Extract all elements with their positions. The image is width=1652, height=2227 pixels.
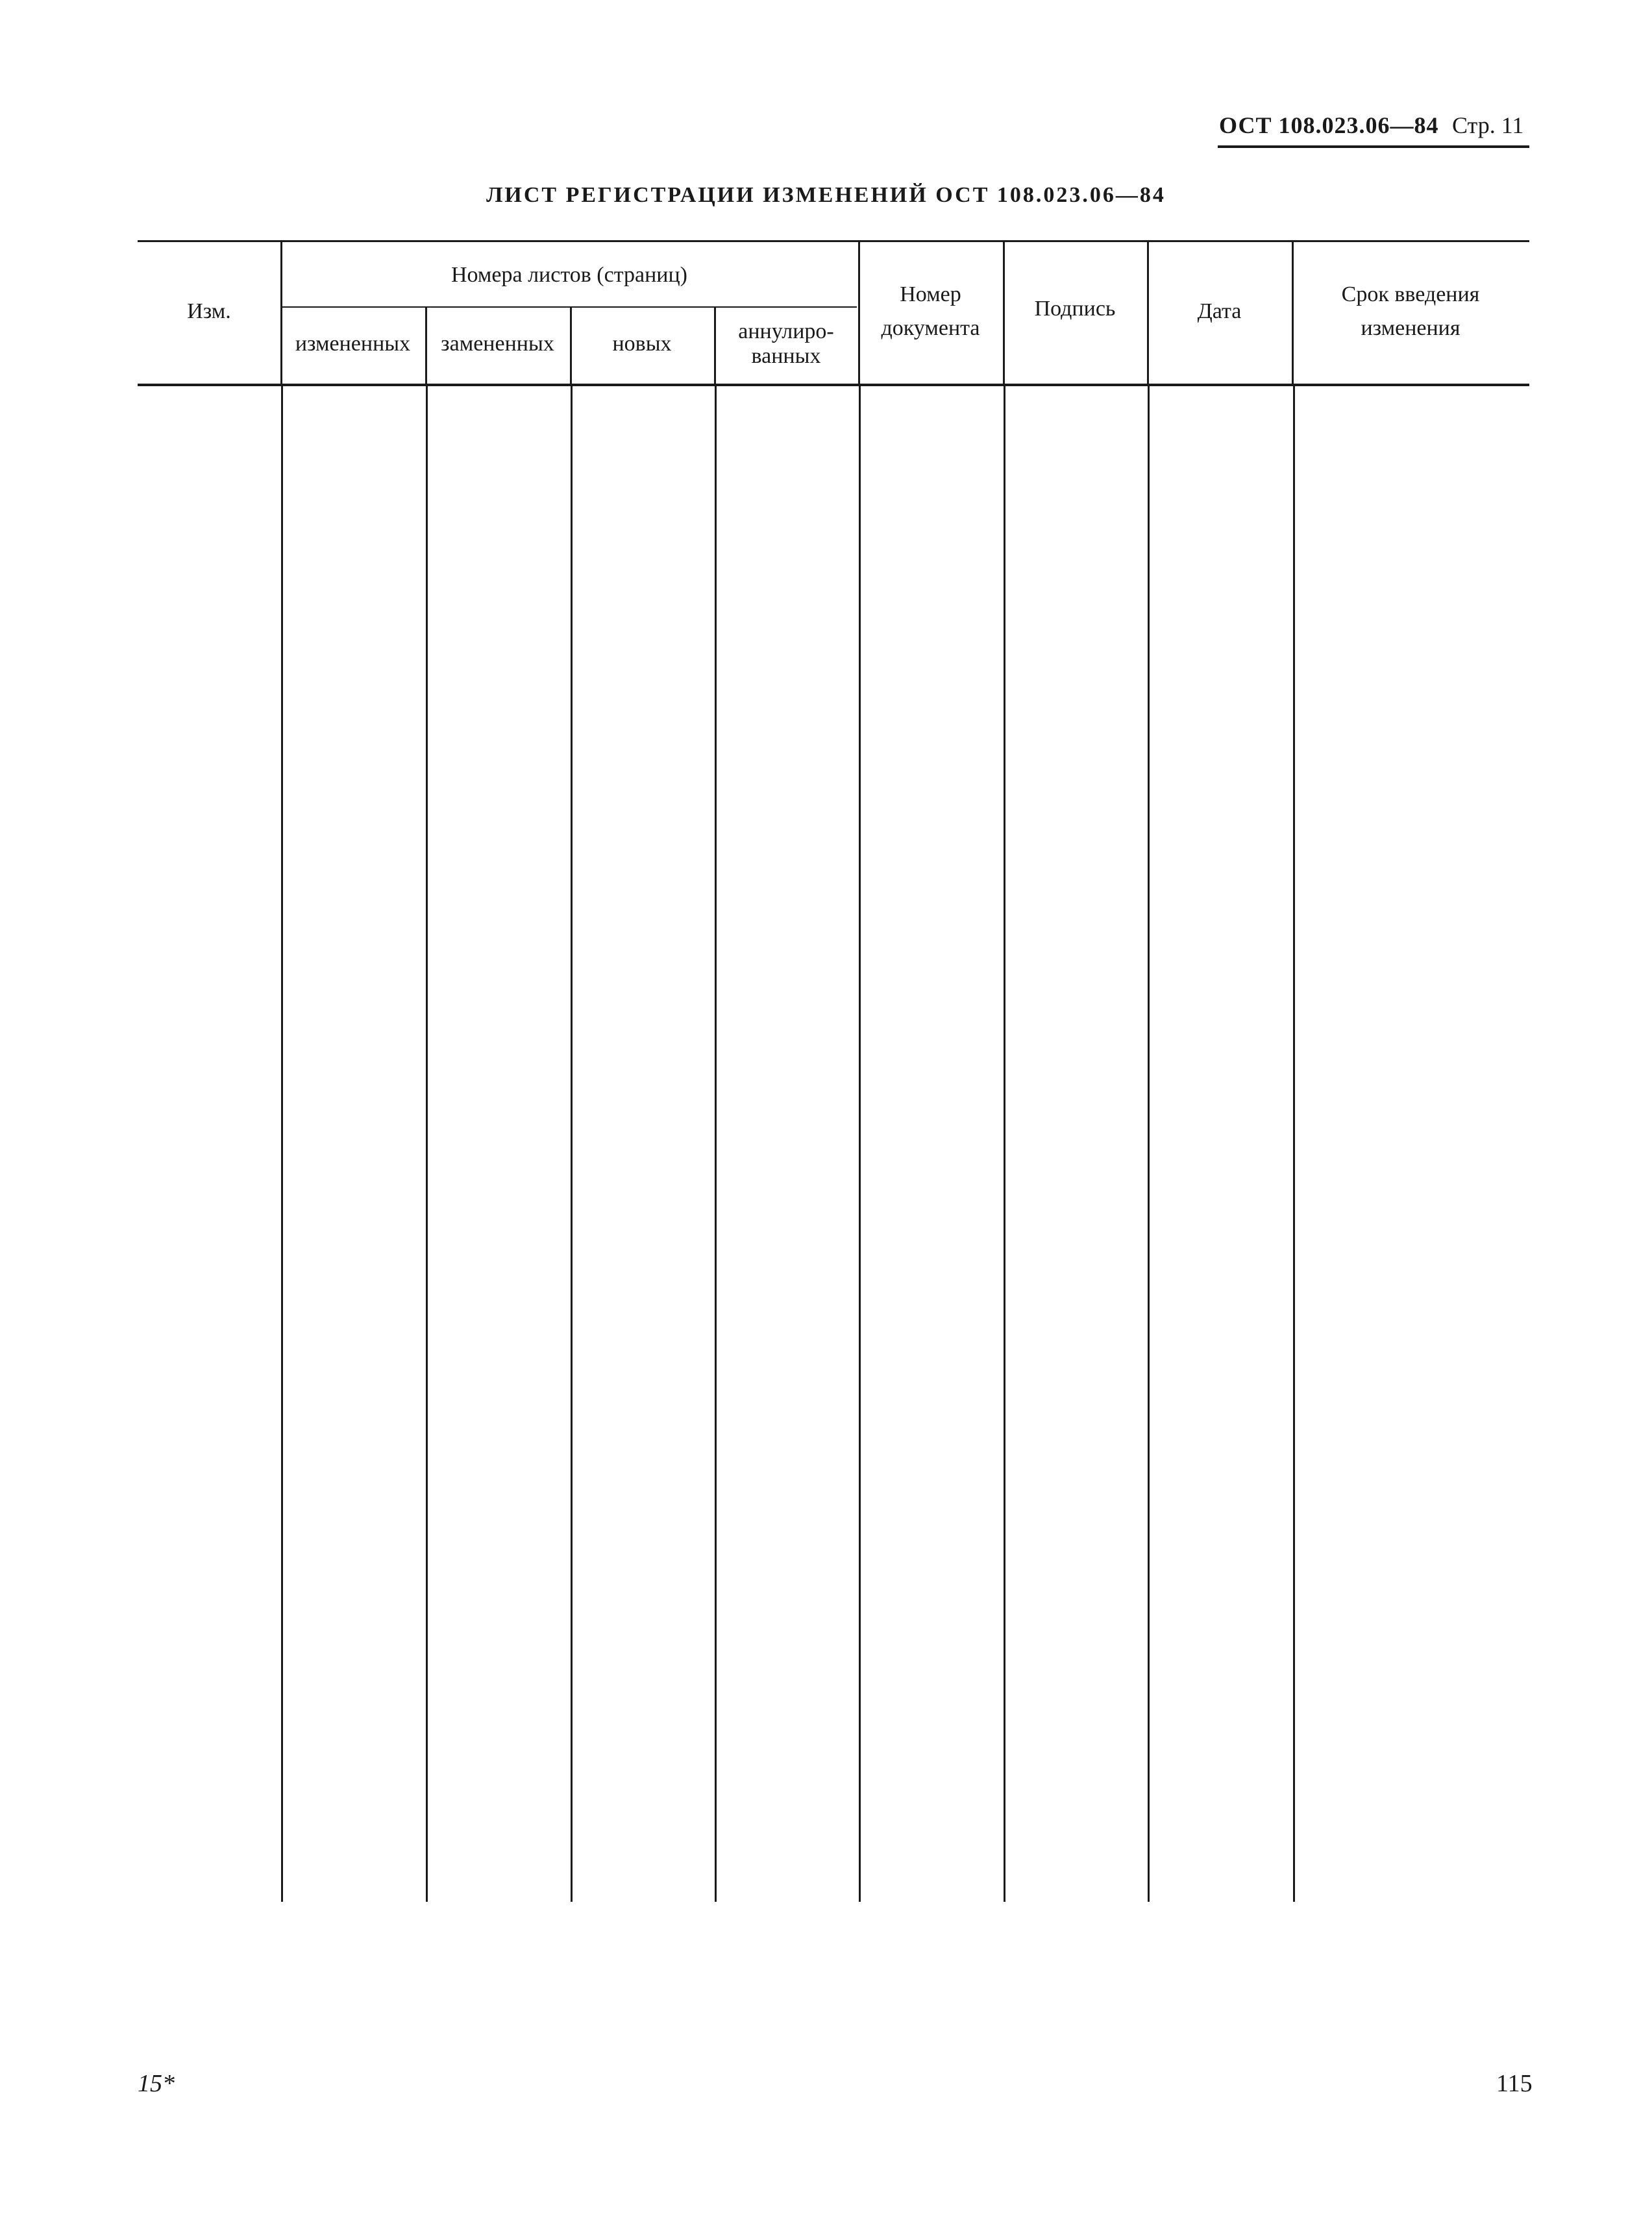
column-header-signature: Подпись: [1034, 297, 1116, 321]
column-header-new: новых: [612, 332, 672, 356]
column-divider: [1004, 386, 1005, 1902]
page-number: 115: [1496, 2070, 1533, 2097]
column-header-annulled-line1: аннулиро-: [738, 319, 834, 343]
column-divider: [859, 386, 861, 1902]
column-header-deadline-line2: изменения: [1361, 316, 1461, 340]
column-header-date: Дата: [1197, 299, 1242, 323]
table-header-bottom-rule: [138, 384, 1529, 386]
column-header-doc-number: [858, 278, 1003, 345]
column-header-deadline: [1292, 278, 1529, 345]
column-header-change: Изм.: [187, 299, 231, 323]
column-divider: [715, 386, 717, 1902]
sheet-title: ЛИСТ РЕГИСТРАЦИИ ИЗМЕНЕНИЙ ОСТ 108.023.06—84: [486, 183, 1166, 207]
signature-mark: 15*: [138, 2070, 175, 2097]
column-header-annulled-line2: ванных: [751, 344, 821, 368]
column-header-deadline-line1: Срок введения: [1341, 282, 1480, 306]
table-top-rule: [138, 240, 1529, 242]
column-divider: [1148, 386, 1150, 1902]
group-header-rule: [280, 306, 857, 308]
standard-code: ОСТ 108.023.06—84: [1219, 112, 1439, 138]
column-group-sheet-numbers: Номера листов (страниц): [450, 263, 687, 287]
header-underline: [1218, 145, 1529, 148]
column-divider: [426, 386, 428, 1902]
page-label: Стр. 11: [1452, 112, 1524, 138]
column-header-changed: измененных: [295, 332, 411, 356]
column-divider: [571, 386, 573, 1902]
column-header-annulled: [714, 319, 858, 369]
column-divider: [1293, 386, 1295, 1902]
column-header-doc-number-line1: Номер: [900, 282, 961, 306]
column-header-doc-number-line2: документа: [881, 316, 980, 340]
column-divider: [281, 386, 283, 1902]
column-header-replaced: замененных: [441, 332, 554, 356]
